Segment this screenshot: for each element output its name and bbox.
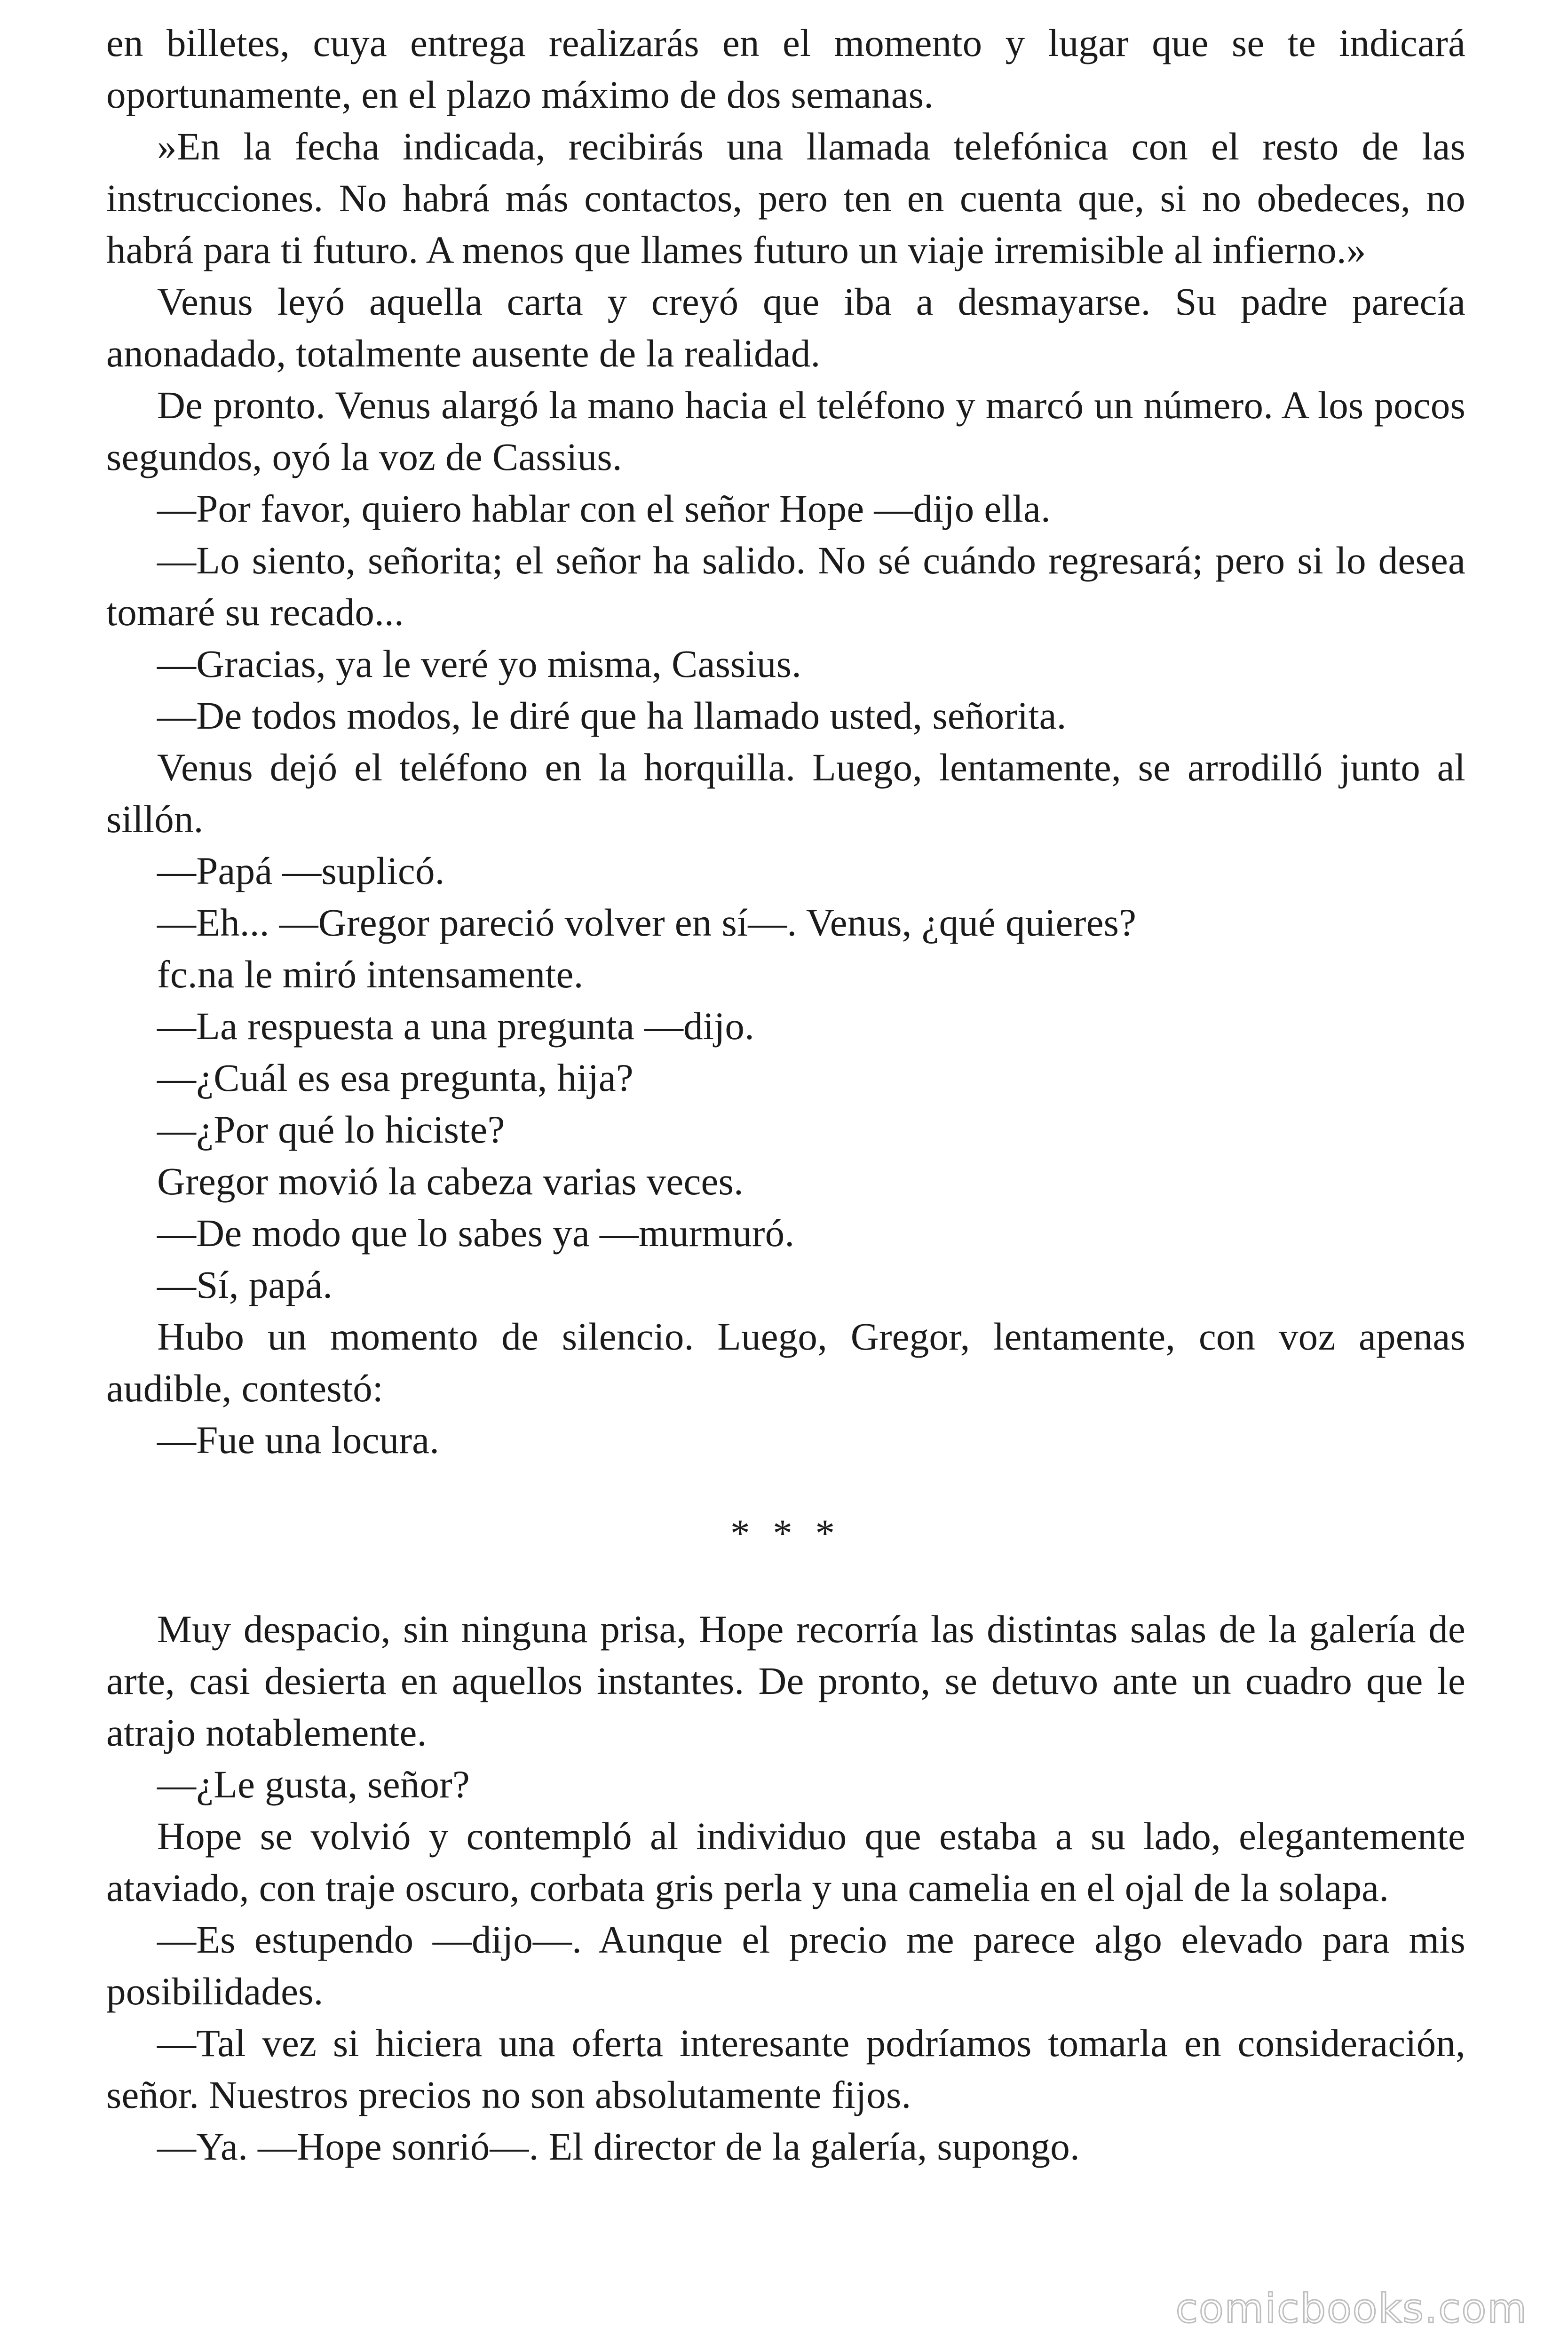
dialogue-line: —Por favor, quiero hablar con el señor Hope —dijo ella.	[157, 487, 1051, 530]
watermark: comicbooks.com	[1175, 2285, 1528, 2332]
section-separator: * * *	[730, 1511, 841, 1555]
dialogue-line: —Ya. —Hope sonrió—. El director de la galería, supongo.	[157, 2125, 1080, 2168]
paragraph: Hope se volvió y contempló al individuo que estaba a su lado, elegantemente ataviado, con traje oscuro, corbata gris perla y una camelia en el ojal de la solapa.	[106, 1814, 1465, 1909]
paragraph: fc.na le miró intensamente.	[157, 953, 584, 996]
paragraph: Muy despacio, sin ninguna prisa, Hope recorría las distintas salas de la galería de arte, casi desierta en aquellos instantes. De pronto, se detuvo ante un cuadro que le atrajo notablemente.	[106, 1607, 1465, 1754]
paragraph: Gregor movió la cabeza varias veces.	[157, 1160, 744, 1203]
dialogue-line: —Lo siento, señorita; el señor ha salido. No sé cuándo regresará; pero si lo desea tomaré su recado...	[106, 539, 1465, 634]
dialogue-line: —Eh... —Gregor pareció volver en sí—. Venus, ¿qué quieres?	[157, 901, 1137, 944]
dialogue-line: —La respuesta a una pregunta —dijo.	[157, 1004, 755, 1048]
paragraph: »En la fecha indicada, recibirás una llamada telefónica con el resto de las instrucciones. No habrá más contactos, pero ten en cuenta que, si no obedeces, no habrá para ti futuro. A menos que llames futuro un viaje irremisible al infierno.»	[106, 125, 1465, 271]
dialogue-line: —De todos modos, le diré que ha llamado usted, señorita.	[157, 694, 1067, 737]
dialogue-line: —Papá —suplicó.	[157, 849, 445, 892]
dialogue-line: —De modo que lo sabes ya —murmuró.	[157, 1211, 795, 1255]
dialogue-line: —Gracias, ya le veré yo misma, Cassius.	[157, 642, 802, 685]
dialogue-line: —Tal vez si hiciera una oferta interesante podríamos tomarla en consideración, señor. Nuestros precios no son absolutamente fijos.	[106, 2021, 1465, 2116]
dialogue-line: —¿Le gusta, señor?	[157, 1763, 470, 1806]
paragraph: Venus leyó aquella carta y creyó que iba a desmayarse. Su padre parecía anonadado, totalmente ausente de la realidad.	[106, 280, 1465, 375]
text-column	[106, 17, 1465, 2172]
paragraph: Hubo un momento de silencio. Luego, Gregor, lentamente, con voz apenas audible, contestó:	[106, 1315, 1465, 1410]
dialogue-line: —Sí, papá.	[157, 1263, 333, 1306]
dialogue-line: —Es estupendo —dijo—. Aunque el precio me parece algo elevado para mis posibilidades.	[106, 1918, 1465, 2013]
paragraph: Venus dejó el teléfono en la horquilla. Luego, lentamente, se arrodilló junto al sillón.	[106, 746, 1465, 841]
dialogue-line: —Fue una locura.	[157, 1418, 440, 1462]
paragraph: en billetes, cuya entrega realizarás en el momento y lugar que se te indicará oportunamente, en el plazo máximo de dos semanas.	[106, 21, 1465, 116]
paragraph: De pronto. Venus alargó la mano hacia el teléfono y marcó un número. A los pocos segundos, oyó la voz de Cassius.	[106, 383, 1465, 478]
dialogue-line: —¿Cuál es esa pregunta, hija?	[157, 1056, 634, 1099]
dialogue-line: —¿Por qué lo hiciste?	[157, 1108, 505, 1151]
